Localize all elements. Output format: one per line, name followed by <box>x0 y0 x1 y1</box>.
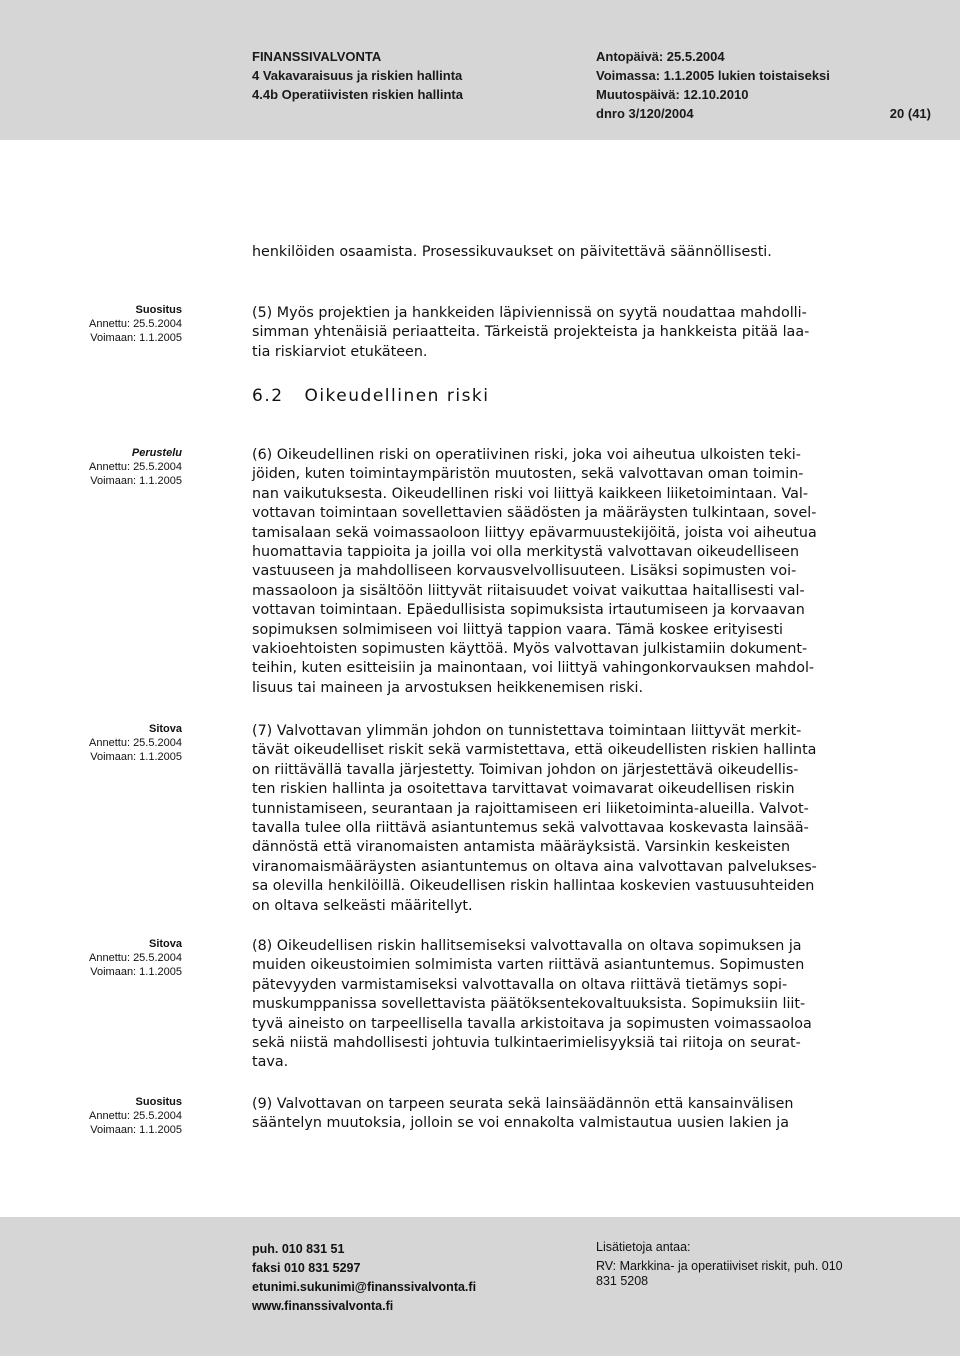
margin-note-5 <box>0 303 182 345</box>
text-line: (7) Valvottavan ylimmän johdon on tunnistettava toimintaan liittyvät merkit- <box>252 723 802 739</box>
margin-note-6 <box>0 446 182 488</box>
modified-date: Muutospäivä: 12.10.2010 <box>596 87 749 102</box>
org-name: FINANSSIVALVONTA <box>252 49 382 64</box>
paragraph-9 <box>252 1095 902 1134</box>
text-line: sekä niistä mahdollisesti johtuvia tulkintaerimielisyyksiä tai riitoja on seurat- <box>252 1035 801 1052</box>
page-number: 20 (41) <box>889 106 931 121</box>
header-left <box>252 47 463 104</box>
margin-label: Perustelu <box>131 447 182 459</box>
margin-voimaan: Voimaan: 1.1.2005 <box>90 966 182 978</box>
margin-voimaan: Voimaan: 1.1.2005 <box>90 332 182 344</box>
margin-label: Suositus <box>135 304 182 316</box>
text-line: ten riskien hallinta ja osoitettava tarvittavat voimavarat oikeudellisen riskin <box>252 781 795 798</box>
text-line: sääntelyn muutoksia, jolloin se voi ennakolta valmistautua uusien lakien ja <box>252 1115 790 1132</box>
footer-contact <box>252 1240 476 1316</box>
paragraph-6 <box>252 446 902 698</box>
valid-date: Voimassa: 1.1.2005 lukien toistaiseksi <box>596 68 830 83</box>
text-line: vottavan toimintaan. Epäedullisista sopimuksista irtautumiseen ja korvaavan <box>252 602 805 619</box>
margin-voimaan: Voimaan: 1.1.2005 <box>90 1124 182 1136</box>
text-line: dännöstä että viranomaisten antamista määräyksistä. Varsinkin keskeisten <box>252 839 791 856</box>
footer-fax: faksi 010 831 5297 <box>252 1261 361 1275</box>
subchapter-title: 4.4b Operatiivisten riskien hallinta <box>252 87 463 102</box>
text-line: sopimuksen solmimiseen voi liittyä tappion vaara. Tämä koskee erityisesti <box>252 621 784 638</box>
chapter-title: 4 Vakavaraisuus ja riskien hallinta <box>252 68 463 83</box>
footer-web: www.finanssivalvonta.fi <box>252 1299 394 1313</box>
text-line: lisuus tai maineen ja arvostuksen heikkenemisen riski. <box>252 679 644 696</box>
text-line: tamisalaan sekä voimassaoloon liittyy epävarmuustekijöitä, joista voi aiheutua <box>252 524 817 541</box>
paragraph-8 <box>252 937 902 1073</box>
margin-label: Sitova <box>148 723 182 735</box>
text-line: massaoloon ja sisältöön liittyvät riitaisuudet voivat vaikuttaa haitallisesti val- <box>252 582 805 599</box>
text-line: nan vaikutuksesta. Oikeudellinen riski voi liittyä kaikkeen liiketoimintaan. Val- <box>252 485 809 502</box>
section-title: Oikeudellinen riski <box>304 386 490 406</box>
text-line: (6) Oikeudellinen riski on operatiivinen riski, joka voi aiheutua ulkoisten teki- <box>252 447 801 463</box>
text-line: (8) Oikeudellisen riskin hallitsemiseksi valvottavalla on oltava sopimuksen ja <box>252 938 802 954</box>
text-line: tavalla tulee olla riittävä asiantuntemus sekä valvottavaa koskevasta lainsää- <box>252 820 809 837</box>
text-line: vottavan toimintaan sovellettavien säädösten ja määräysten tulkintaan, sovel- <box>252 505 817 522</box>
text-line: sa olevilla henkilöillä. Oikeudellisen riskin hallintaa koskevien vastuusuhteiden <box>252 878 815 895</box>
margin-voimaan: Voimaan: 1.1.2005 <box>90 751 182 763</box>
margin-note-9 <box>0 1095 182 1137</box>
page-header <box>0 0 960 140</box>
margin-label: Suositus <box>135 1096 182 1108</box>
text-line: tava. <box>252 1054 289 1071</box>
text-line: teihin, kuten esitteisiin ja mainontaan, voi liittyä vahingonkorvauksen mahdol- <box>252 660 815 677</box>
text-line: huomattavia tappioita ja joilla voi olla merkitystä valvottavan oikeudelliseen <box>252 544 800 561</box>
text-line: viranomaismääräysten asiantuntemus on oltava aina valvottavan palvelukses- <box>252 858 817 875</box>
section-number: 6.2 <box>252 386 284 406</box>
paragraph-5 <box>252 304 902 362</box>
page-footer <box>0 1217 960 1356</box>
text-line: (9) Valvottavan on tarpeen seurata sekä lainsäädännön että kansainvälisen <box>252 1096 794 1112</box>
text-line: vastuuseen ja mahdolliseen korvausvelvollisuuteen. Lisäksi sopimusten voi- <box>252 563 797 580</box>
margin-annettu: Annettu: 25.5.2004 <box>89 318 182 330</box>
margin-voimaan: Voimaan: 1.1.2005 <box>90 475 182 487</box>
text-line: muiden oikeustoimien solmimista varten riittävä asiantuntemus. Sopimusten <box>252 957 805 974</box>
paragraph-7 <box>252 722 902 916</box>
footer-info <box>596 1240 896 1290</box>
footer-info-line: 831 5208 <box>596 1274 649 1288</box>
text-line: vakioehtoisten sopimusten käyttöä. Myös valvottavan julkistamiin dokument- <box>252 641 808 658</box>
text-line: jöiden, kuten toimintaympäristön muutosten, sekä valvottavan oman toimin- <box>252 466 804 483</box>
text-line: muskumppanissa sovellettavista päätöksentekovaltuuksista. Sopimuksiin liit- <box>252 996 806 1013</box>
header-right <box>596 47 931 123</box>
text-line: (5) Myös projektien ja hankkeiden läpiviennissä on syytä noudattaa mahdolli- <box>252 305 807 321</box>
footer-email: etunimi.sukunimi@finanssivalvonta.fi <box>252 1280 477 1294</box>
margin-label: Sitova <box>148 938 182 950</box>
dnro: dnro 3/120/2004 <box>596 106 694 121</box>
footer-phone: puh. 010 831 51 <box>252 1242 345 1256</box>
text-line: tyvä aineisto on tarpeellisella tavalla arkistoitava ja sopimusten voimassaoloa <box>252 1015 812 1032</box>
margin-annettu: Annettu: 25.5.2004 <box>89 461 182 473</box>
section-heading <box>252 386 504 406</box>
margin-annettu: Annettu: 25.5.2004 <box>89 737 182 749</box>
text-line: pätevyyden varmistamiseksi valvottavalla on oltava riittävä tietämys sopi- <box>252 976 788 993</box>
margin-annettu: Annettu: 25.5.2004 <box>89 1110 182 1122</box>
issued-date: Antopäivä: 25.5.2004 <box>596 49 725 64</box>
text-line: on riittävällä tavalla järjestetty. Toimivan johdon on järjestettävä oikeudellis- <box>252 761 799 778</box>
text-line: simman yhtenäisiä periaatteita. Tärkeistä projekteista ja hankkeista pitää laa- <box>252 324 810 341</box>
text-line: tia riskiarviot etukäteen. <box>252 343 428 360</box>
continued-text: henkilöiden osaamista. Prosessikuvaukset on päivitettävä säännöllisesti. <box>252 244 772 260</box>
text-line: tunnistamiseen, seurantaan ja rajoittamiseen eri liiketoiminta-alueilla. Valvot- <box>252 800 809 817</box>
text-line: on oltava selkeästi määritellyt. <box>252 897 473 914</box>
footer-info-label: Lisätietoja antaa: <box>596 1240 691 1254</box>
text-line: tävät oikeudelliset riskit sekä varmistettava, että oikeudellisten riskien hallinta <box>252 742 817 759</box>
margin-note-8 <box>0 937 182 979</box>
margin-annettu: Annettu: 25.5.2004 <box>89 952 182 964</box>
footer-info-line: RV: Markkina- ja operatiiviset riskit, puh. 010 <box>596 1258 843 1273</box>
margin-note-7 <box>0 722 182 764</box>
